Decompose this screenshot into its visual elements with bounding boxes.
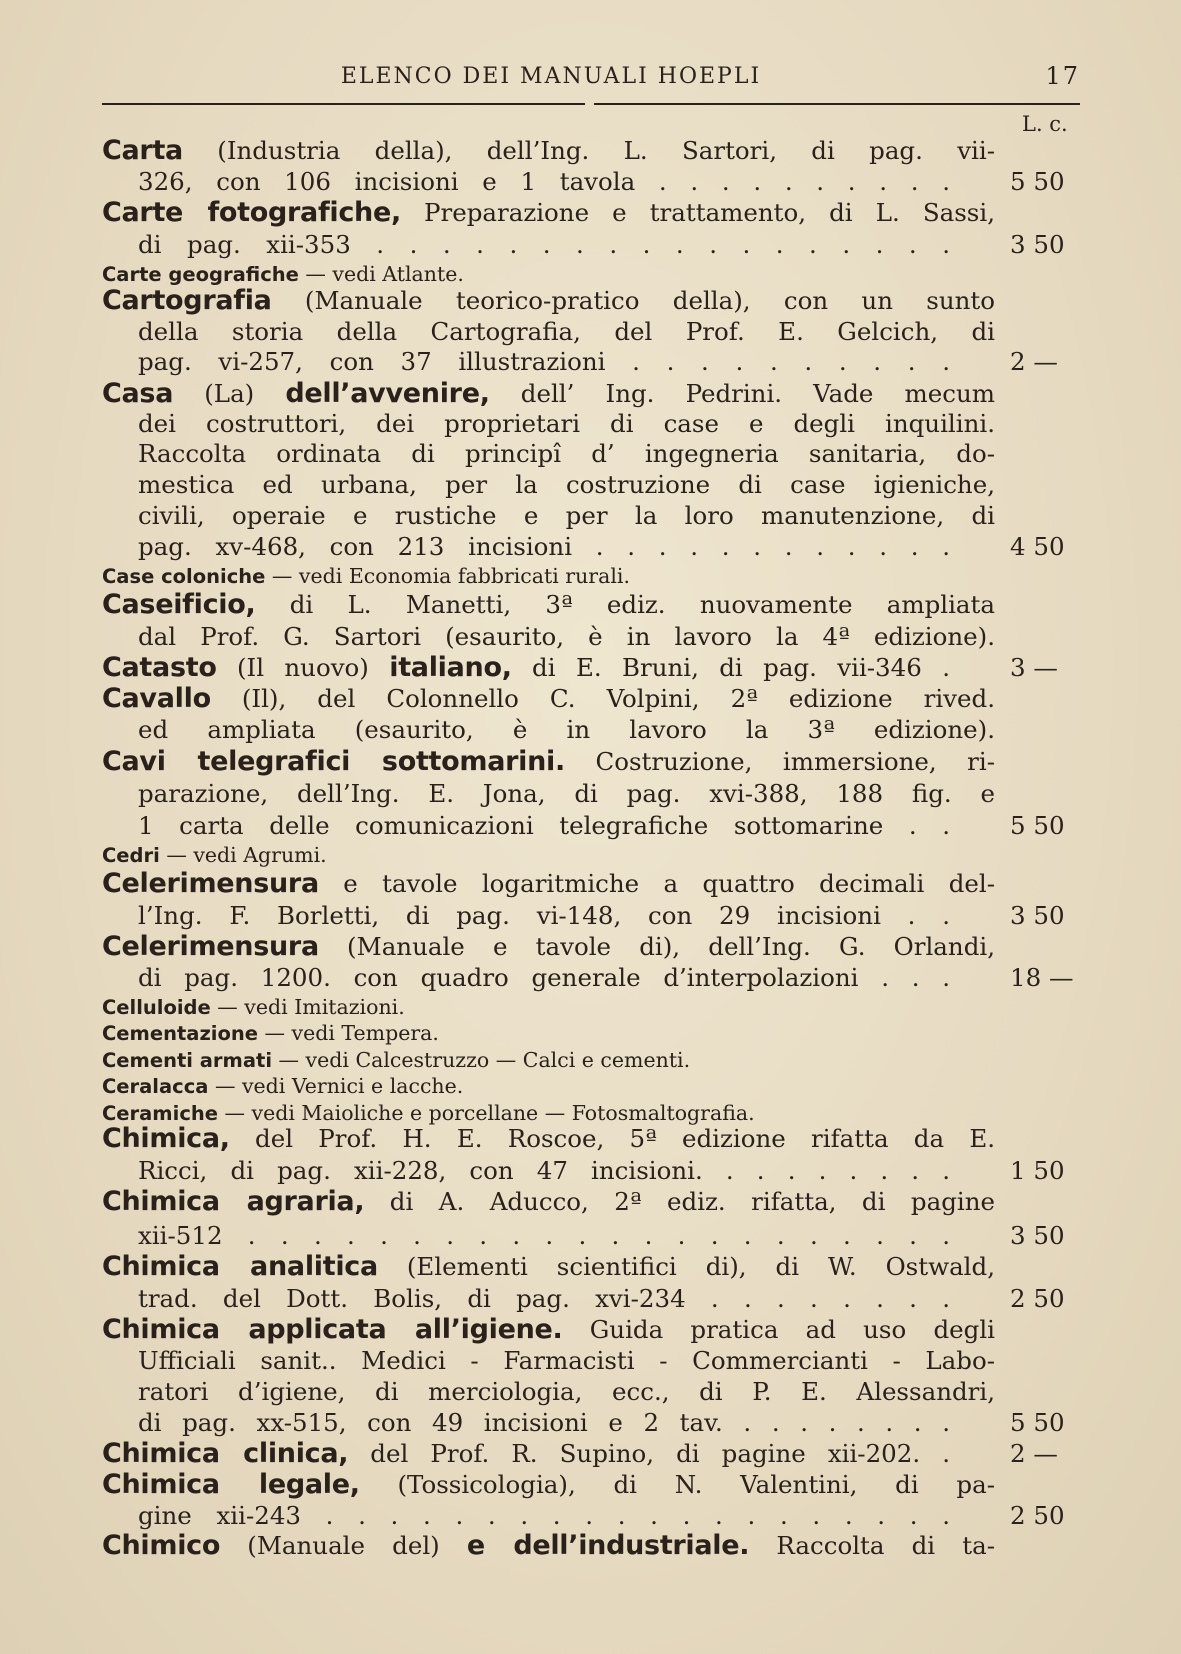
entry-body: — vedi Vernici e lacche.: [208, 1074, 464, 1098]
entry-line: [138, 963, 1074, 992]
entry-text: [138, 716, 995, 744]
entry-text: [138, 964, 950, 992]
entry-body: (La): [173, 379, 286, 408]
entry-line: [102, 1316, 995, 1344]
entry-body: — vedi Maioliche e porcellane — Fotosmaltografia.: [217, 1101, 755, 1125]
entry-text: [138, 1409, 950, 1437]
entry-body: di pag. xx-515, con 49 incisioni e 2 tav. . . . . . . . .: [138, 1408, 950, 1437]
entry-price: 1 50: [1010, 1156, 1065, 1185]
entry-text: [102, 685, 995, 713]
entry-line: [102, 870, 995, 898]
entry-price: 3 50: [1010, 901, 1065, 930]
entry-line: [138, 318, 995, 346]
entry-text: [138, 533, 950, 561]
entry-body: della storia della Cartografia, del Prof. E. Gelcich, di: [138, 317, 995, 346]
entry-line: [102, 199, 995, 227]
entry-headword: Carta: [102, 135, 183, 166]
entry-line: [138, 1221, 1065, 1250]
entry-text: [102, 840, 327, 870]
entry-line: [138, 347, 1058, 376]
entry-text: [102, 380, 995, 408]
entry-body: — vedi Tempera.: [257, 1021, 439, 1045]
entry-line: [138, 502, 995, 530]
entry-body: (Tossicologia), di N. Valentini, di pa-: [359, 1470, 996, 1499]
entry-price: 3 —: [1010, 653, 1058, 682]
entry-line: [138, 716, 995, 744]
entry-line: [102, 287, 995, 315]
entry-text: [102, 1253, 995, 1281]
entry-text: [102, 933, 995, 961]
entry-text: [138, 902, 950, 930]
entry-line: [102, 1253, 995, 1281]
entry-text: [102, 1532, 995, 1560]
entry-price: 5 50: [1010, 811, 1065, 840]
entry-text: [138, 1157, 950, 1185]
entry-line: [138, 440, 995, 468]
entry-body: — vedi Calcestruzzo — Calci e cementi.: [272, 1048, 691, 1072]
entry-text: [138, 168, 950, 196]
entry-headword: Cedri: [102, 844, 160, 867]
entry-line: [138, 780, 995, 808]
entry-text: [102, 199, 995, 227]
entry-price: 4 50: [1010, 532, 1065, 561]
entry-body: e tavole logaritmiche a quattro decimali del-: [318, 869, 995, 898]
entry-price: 3 50: [1010, 1221, 1065, 1250]
entry-text: [102, 748, 995, 776]
entry-body: trad. del Dott. Bolis, di pag. xvi-234 . . . . . . . .: [138, 1284, 950, 1313]
entry-line: [138, 230, 1065, 259]
entry-body: (Manuale del): [220, 1531, 467, 1560]
entry-text: [138, 623, 995, 651]
entry-body: Ricci, di pag. xii-228, con 47 incisioni. . . . . . . . .: [138, 1156, 950, 1185]
entry-line: [102, 1438, 1058, 1469]
price-column-heading: L. c.: [1022, 112, 1068, 136]
entry-text: [102, 1188, 995, 1216]
entry-body: Preparazione e trattamento, di L. Sassi,: [400, 198, 995, 227]
entry-headword: Carte fotografiche,: [102, 197, 401, 228]
entry-text: [102, 1471, 995, 1499]
entry-line: [138, 410, 995, 438]
entry-body: di L. Manetti, 3ª ediz. nuovamente ampliata: [255, 590, 995, 619]
entry-headword: Chimico: [102, 1530, 221, 1561]
entry-headword: Chimica clinica,: [102, 1438, 349, 1469]
entry-line: [102, 591, 995, 619]
entry-line: [102, 1532, 995, 1560]
entry-body-part: di E. Bruni, di pag. vii-346 .: [511, 653, 950, 682]
entry-line: [102, 685, 995, 713]
entry-text: [138, 318, 995, 346]
entry-text: [138, 410, 995, 438]
entry-body: l’Ing. F. Borletti, di pag. vi-148, con 29 incisioni . .: [138, 901, 950, 930]
entry-body: — vedi Atlante.: [298, 262, 464, 286]
header-title: ELENCO DEI MANUALI HOEPLI: [340, 64, 762, 89]
entry-headword-part: dell’avvenire,: [285, 378, 490, 409]
entry-body: (Industria della), dell’Ing. L. Sartori, di pag. vii-: [182, 136, 995, 165]
entry-body: 326, con 106 incisioni e 1 tavola . . . . . . . . . .: [138, 167, 950, 196]
entry-body: Guida pratica ad uso degli: [562, 1315, 995, 1344]
entry-line: [138, 1501, 1065, 1530]
entry-headword: Catasto: [102, 652, 217, 683]
entry-line: [138, 471, 995, 499]
page-number: 17: [1045, 62, 1080, 90]
entry-line: [102, 1471, 995, 1499]
entry-body: civili, operaie e rustiche e per la loro manutenzione, di: [138, 501, 995, 530]
entry-text: [138, 812, 950, 840]
entry-body: xii-512 . . . . . . . . . . . . . . . . . . . . . .: [138, 1221, 950, 1250]
entry-text: [138, 1222, 950, 1250]
entry-text: [138, 1347, 995, 1375]
entry-body: ratori d’igiene, di merciologia, ecc., di P. E. Alessandri,: [138, 1377, 995, 1406]
entry-line: [102, 748, 995, 776]
entry-body: (Il), del Colonnello C. Volpini, 2ª edizione rived.: [210, 684, 995, 713]
entry-text: [102, 870, 995, 898]
entry-text: [138, 1378, 995, 1406]
entry-line: [138, 623, 995, 651]
entry-text: [102, 1440, 950, 1468]
entry-headword: Case coloniche: [102, 565, 266, 588]
entry-body: (Manuale e tavole di), dell’Ing. G. Orlandi,: [318, 932, 995, 961]
entry-body: Costruzione, immersione, ri-: [564, 747, 995, 776]
entry-price: 2 —: [1010, 1439, 1058, 1468]
entry-line: [138, 167, 1065, 196]
entry-headword: Chimica applicata all’igiene.: [102, 1314, 563, 1345]
entry-headword: Cartografia: [102, 285, 272, 316]
entry-body: del Prof. R. Supino, di pagine xii-202. .: [348, 1439, 950, 1468]
entry-body: gine xii-243 . . . . . . . . . . . . . . . . . . . .: [138, 1501, 950, 1530]
entry-body: di pag. 1200. con quadro generale d’interpolazioni . . .: [138, 963, 950, 992]
running-header: [102, 62, 1080, 96]
entry-headword: Ceralacca: [102, 1075, 209, 1098]
entry-line: [102, 1018, 439, 1048]
entry-body: dei costruttori, dei proprietari di case e degli inquilini.: [138, 409, 995, 438]
entry-body: (Manuale teorico-pratico della), con un sunto: [271, 286, 995, 315]
entry-line: [102, 1188, 995, 1216]
entry-body: pag. vi-257, con 37 illustrazioni . . . . . . . . . .: [138, 347, 950, 376]
entry-body: 1 carta delle comunicazioni telegrafiche sottomarine . .: [138, 811, 950, 840]
entry-headword: Chimica,: [102, 1123, 230, 1154]
entry-line: [138, 901, 1065, 930]
entry-line: [138, 811, 1065, 840]
entry-line: [102, 840, 327, 870]
entry-headword: Celluloide: [102, 996, 211, 1019]
entry-headword: Chimica legale,: [102, 1469, 360, 1500]
entry-line: [102, 933, 995, 961]
entry-body: mestica ed urbana, per la costruzione di case igieniche,: [138, 470, 995, 499]
entry-price: 5 50: [1010, 167, 1065, 196]
entry-text: [138, 471, 995, 499]
entry-text: [102, 287, 995, 315]
entry-text: [102, 561, 630, 591]
entry-text: [138, 440, 995, 468]
entry-line: [102, 652, 1058, 683]
entry-price: 2 50: [1010, 1284, 1065, 1313]
entry-line: [102, 137, 995, 165]
entry-text: [102, 1316, 995, 1344]
entry-headword: Cavallo: [102, 683, 211, 714]
entry-text: [102, 137, 995, 165]
entry-body: dal Prof. G. Sartori (esaurito, è in lavoro la 4ª edizione).: [138, 622, 995, 651]
header-rule-left: [102, 103, 585, 105]
entry-line: [102, 1125, 995, 1153]
entry-headword: Casa: [102, 378, 174, 409]
entry-price: 5 50: [1010, 1408, 1065, 1437]
entry-text: [138, 348, 950, 376]
entry-price: 2 50: [1010, 1501, 1065, 1530]
entry-body: di pag. xii-353 . . . . . . . . . . . . . . . . . .: [138, 230, 950, 259]
entry-line: [138, 1408, 1065, 1437]
entry-headword: Caseificio,: [102, 589, 256, 620]
entry-line: [102, 1071, 463, 1101]
entry-body: (Il nuovo): [216, 653, 390, 682]
entry-body: parazione, dell’Ing. E. Jona, di pag. xvi-388, 188 fig. e: [138, 779, 995, 808]
entry-headword: Celerimensura: [102, 931, 319, 962]
entry-text: [138, 502, 995, 530]
entry-body: (Elementi scientifici di), di W. Ostwald,: [377, 1252, 995, 1281]
entry-line: [138, 1284, 1065, 1313]
entry-price: 3 50: [1010, 230, 1065, 259]
entry-body: Ufficiali sanit.. Medici - Farmacisti - Commercianti - Labo-: [138, 1346, 995, 1375]
entry-headword: Celerimensura: [102, 868, 319, 899]
entry-body: ed ampliata (esaurito, è in lavoro la 3ª edizione).: [138, 715, 995, 744]
entry-price: 2 —: [1010, 347, 1058, 376]
entry-line: [138, 532, 1065, 561]
entry-headword: Cavi telegrafici sottomarini.: [102, 746, 565, 777]
header-rule-right: [594, 103, 1080, 105]
entry-body: Raccolta ordinata di principî d’ ingegneria sanitaria, do-: [138, 439, 995, 468]
entry-line: [138, 1156, 1065, 1185]
entry-body: pag. xv-468, con 213 incisioni . . . . . . . . . . . .: [138, 532, 950, 561]
entry-price: 18 —: [1010, 963, 1074, 992]
entry-headword: Carte geografiche: [102, 263, 299, 286]
entry-text: [138, 1502, 950, 1530]
entry-text: [102, 654, 950, 682]
entry-headword: Chimica agraria,: [102, 1186, 365, 1217]
entry-text: [138, 231, 950, 259]
entry-line: [138, 1378, 995, 1406]
entry-body: — vedi Economia fabbricati rurali.: [265, 564, 630, 588]
entry-line: [138, 1347, 995, 1375]
entry-body-part: dell’ Ing. Pedrini. Vade mecum: [489, 379, 995, 408]
entry-text: [102, 1071, 463, 1101]
entry-body: del Prof. H. E. Roscoe, 5ª edizione rifatta da E.: [229, 1124, 995, 1153]
entry-line: [102, 380, 995, 408]
entry-headword: Cementi armati: [102, 1049, 273, 1072]
entry-text: [102, 1125, 995, 1153]
entry-text: [102, 1018, 439, 1048]
entry-headword-part: italiano,: [389, 652, 512, 683]
entry-line: [102, 561, 630, 591]
entry-text: [138, 1285, 950, 1313]
entry-headword: Chimica analitica: [102, 1251, 378, 1282]
entry-headword: Ceramiche: [102, 1102, 218, 1125]
entry-body: di A. Aducco, 2ª ediz. rifatta, di pagine: [364, 1187, 995, 1216]
entry-text: [102, 591, 995, 619]
entry-headword-part: e dell’industriale.: [466, 1530, 750, 1561]
entry-text: [138, 780, 995, 808]
entry-body: — vedi Imitazioni.: [210, 995, 405, 1019]
entry-body-part: Raccolta di ta-: [749, 1531, 995, 1560]
entry-headword: Cementazione: [102, 1022, 258, 1045]
entry-body: — vedi Agrumi.: [159, 843, 327, 867]
